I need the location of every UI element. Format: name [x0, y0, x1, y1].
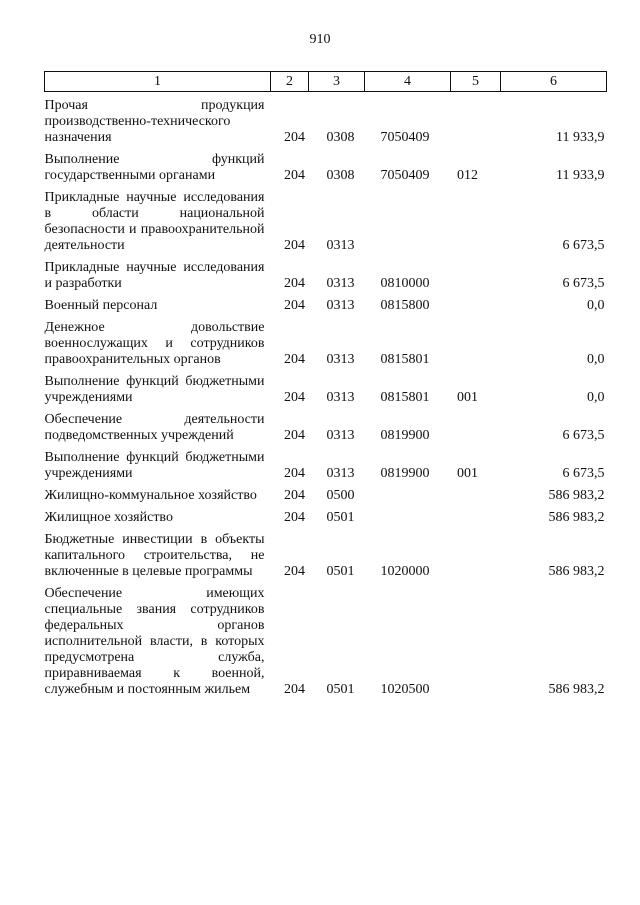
row-code-section: 0313 — [326, 466, 355, 481]
row-code-target — [365, 482, 451, 504]
row-code-ministry: 204 — [284, 682, 305, 697]
row-code-target: 0815801 — [380, 352, 430, 367]
row-code-target: 1020500 — [380, 682, 430, 697]
row-amount: 6 673,5 — [562, 466, 605, 481]
row-code-ministry: 204 — [284, 510, 305, 525]
row-name: Обеспечение деятельности подведомственных учреждений — [44, 412, 265, 443]
row-amount: 586 983,2 — [548, 510, 605, 525]
table-row — [45, 292, 607, 314]
row-code-section: 0313 — [326, 298, 355, 313]
row-code-ministry: 204 — [284, 488, 305, 503]
row-code-expense — [451, 314, 501, 368]
row-code-expense — [451, 406, 501, 444]
row-code-ministry: 204 — [284, 390, 305, 405]
row-code-section: 0500 — [326, 488, 355, 503]
header-col-6: 6 — [501, 72, 607, 92]
row-code-section: 0313 — [326, 390, 355, 405]
row-code-ministry: 204 — [284, 168, 305, 183]
row-code-ministry: 204 — [284, 466, 305, 481]
table-row — [45, 92, 607, 147]
row-code-section: 0313 — [326, 276, 355, 291]
row-name: Выполнение функций бюджетными учреждениями — [44, 450, 265, 481]
row-name: Прочая продукция производственно-технического назначения — [44, 98, 265, 145]
header-col-5: 5 — [451, 72, 501, 92]
row-code-expense: 012 — [457, 168, 478, 183]
table-row — [45, 580, 607, 698]
row-code-target: 0810000 — [380, 276, 430, 291]
row-code-ministry: 204 — [284, 130, 305, 145]
table-row — [45, 314, 607, 368]
row-code-expense: 001 — [457, 390, 478, 405]
row-code-expense — [451, 504, 501, 526]
header-col-3: 3 — [309, 72, 365, 92]
row-code-target — [365, 504, 451, 526]
row-code-target: 0815800 — [380, 298, 430, 313]
row-name: Бюджетные инвестиции в объекты капитального строительства, не включенные в целевые программы — [44, 532, 265, 579]
page-number: 910 — [309, 32, 331, 47]
table-row — [45, 482, 607, 504]
row-amount: 11 933,9 — [556, 168, 605, 183]
row-code-expense — [451, 184, 501, 254]
header-col-2: 2 — [271, 72, 309, 92]
row-code-target: 7050409 — [380, 130, 430, 145]
row-code-section: 0501 — [326, 564, 355, 579]
row-amount: 0,0 — [587, 298, 605, 313]
row-code-target: 7050409 — [380, 168, 430, 183]
row-code-section: 0313 — [326, 352, 355, 367]
budget-table — [44, 71, 607, 698]
row-code-section: 0313 — [326, 428, 355, 443]
row-amount: 6 673,5 — [562, 238, 605, 253]
row-code-section: 0501 — [326, 682, 355, 697]
row-name: Прикладные научные исследования и разработки — [44, 260, 265, 291]
row-code-ministry: 204 — [284, 238, 305, 253]
row-code-expense — [451, 526, 501, 580]
table-row — [45, 254, 607, 292]
row-code-section: 0308 — [326, 130, 355, 145]
table-header-row — [45, 72, 607, 92]
row-name: Жилищное хозяйство — [44, 510, 173, 525]
row-amount: 6 673,5 — [562, 276, 605, 291]
row-code-target: 0815801 — [380, 390, 430, 405]
row-name: Прикладные научные исследования в области национальной безопасности и правоохранительной деятельности — [44, 190, 265, 253]
row-code-section: 0501 — [326, 510, 355, 525]
table-row — [45, 146, 607, 184]
row-name: Жилищно-коммунальное хозяйство — [44, 488, 257, 503]
row-name: Выполнение функций государственными органами — [44, 152, 265, 183]
row-amount: 6 673,5 — [562, 428, 605, 443]
row-amount: 586 983,2 — [548, 488, 605, 503]
header-col-4: 4 — [365, 72, 451, 92]
row-code-ministry: 204 — [284, 428, 305, 443]
row-code-section: 0313 — [326, 238, 355, 253]
table-row — [45, 406, 607, 444]
row-amount: 11 933,9 — [556, 130, 605, 145]
header-col-1: 1 — [45, 72, 271, 92]
row-amount: 0,0 — [587, 390, 605, 405]
row-code-ministry: 204 — [284, 564, 305, 579]
table-row — [45, 184, 607, 254]
table-row — [45, 444, 607, 482]
row-code-target: 0819900 — [380, 428, 430, 443]
row-code-ministry: 204 — [284, 298, 305, 313]
row-code-ministry: 204 — [284, 352, 305, 367]
row-amount: 0,0 — [587, 352, 605, 367]
row-name: Военный персонал — [44, 298, 158, 313]
table-body — [45, 92, 607, 699]
row-code-ministry: 204 — [284, 276, 305, 291]
row-amount: 586 983,2 — [548, 682, 605, 697]
row-code-expense — [451, 92, 501, 147]
row-code-expense: 001 — [457, 466, 478, 481]
row-name: Обеспечение имеющих специальные звания сотрудников федеральных органов исполнительной власти, в которых предусмотрена служба, приравниваемая к военной, служебным и постоянным жильем — [44, 586, 265, 697]
row-code-expense — [451, 482, 501, 504]
row-name: Выполнение функций бюджетными учреждениями — [44, 374, 265, 405]
row-code-expense — [451, 292, 501, 314]
row-code-expense — [451, 254, 501, 292]
row-code-target: 0819900 — [380, 466, 430, 481]
table-row — [45, 504, 607, 526]
row-amount: 586 983,2 — [548, 564, 605, 579]
row-code-expense — [451, 580, 501, 698]
row-code-target — [365, 184, 451, 254]
row-name: Денежное довольствие военнослужащих и сотрудников правоохранительных органов — [44, 320, 265, 367]
row-code-target: 1020000 — [380, 564, 430, 579]
table-row — [45, 526, 607, 580]
row-code-section: 0308 — [326, 168, 355, 183]
table-row — [45, 368, 607, 406]
